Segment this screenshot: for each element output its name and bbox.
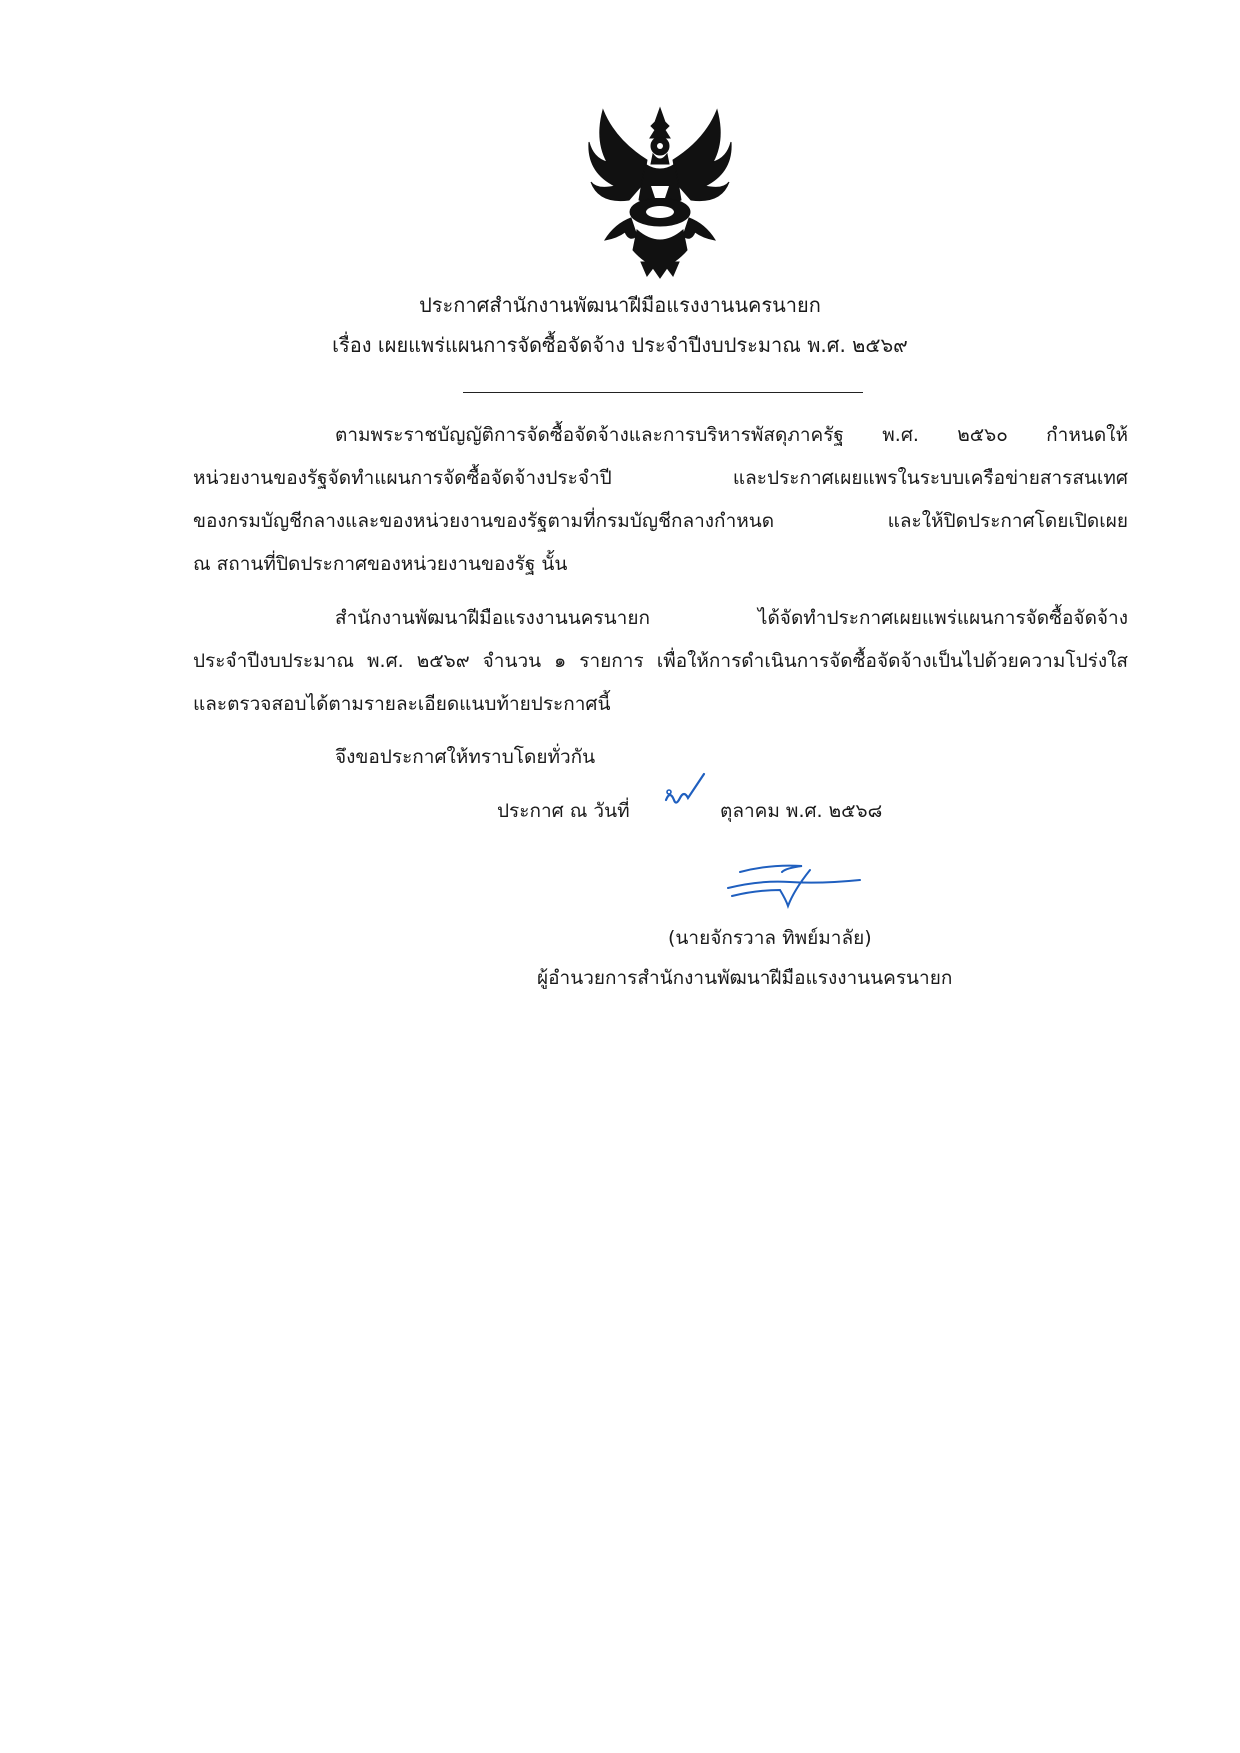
signature-mark — [720, 860, 870, 910]
paragraph-1-line-4: ณ สถานที่ปิดประกาศของหน่วยงานของรัฐ นั้น — [193, 553, 568, 575]
date-suffix: ตุลาคม พ.ศ. ๒๕๖๘ — [720, 800, 883, 822]
title-divider — [463, 392, 863, 393]
paragraph-1-line-3: ของกรมบัญชีกลางและของหน่วยงานของรัฐตามที่กรมบัญชีกลางกำหนด และให้ปิดประกาศโดยเปิดเผย — [193, 510, 1128, 532]
announcement-title: ประกาศสำนักงานพัฒนาฝีมือแรงงานนครนายก — [419, 293, 821, 317]
paragraph-2-line-2: ประจำปีงบประมาณ พ.ศ. ๒๕๖๙ จำนวน ๑ รายการ เพื่อให้การดำเนินการจัดซื้อจัดจ้างเป็นไปด้วยความโปร่งใส — [193, 650, 1128, 672]
handwritten-day-mark — [660, 770, 710, 815]
paragraph-2-line-3: และตรวจสอบได้ตามรายละเอียดแนบท้ายประกาศนี้ — [193, 693, 611, 715]
date-prefix: ประกาศ ณ วันที่ — [497, 800, 630, 822]
paragraph-2-line-1: สำนักงานพัฒนาฝีมือแรงงานนครนายก ได้จัดทำประกาศเผยแพร่แผนการจัดซื้อจัดจ้าง — [335, 607, 1128, 629]
paragraph-1-line-1: ตามพระราชบัญญัติการจัดซื้อจัดจ้างและการบริหารพัสดุภาครัฐ พ.ศ. ๒๕๖๐ กำหนดให้ — [335, 424, 1128, 446]
signatory-name: (นายจักรวาล ทิพย์มาลัย) — [668, 927, 872, 949]
garuda-emblem-icon — [585, 100, 735, 280]
announcement-subject: เรื่อง เผยแพร่แผนการจัดซื้อจัดจ้าง ประจำปีงบประมาณ พ.ศ. ๒๕๖๙ — [332, 333, 908, 357]
signatory-position: ผู้อำนวยการสำนักงานพัฒนาฝีมือแรงงานนครนายก — [537, 967, 953, 989]
paragraph-1-line-2: หน่วยงานของรัฐจัดทำแผนการจัดซื้อจัดจ้างประจำปี และประกาศเผยแพรในระบบเครือข่ายสารสนเทศ — [193, 467, 1128, 489]
closing-statement: จึงขอประกาศให้ทราบโดยทั่วกัน — [335, 746, 596, 768]
